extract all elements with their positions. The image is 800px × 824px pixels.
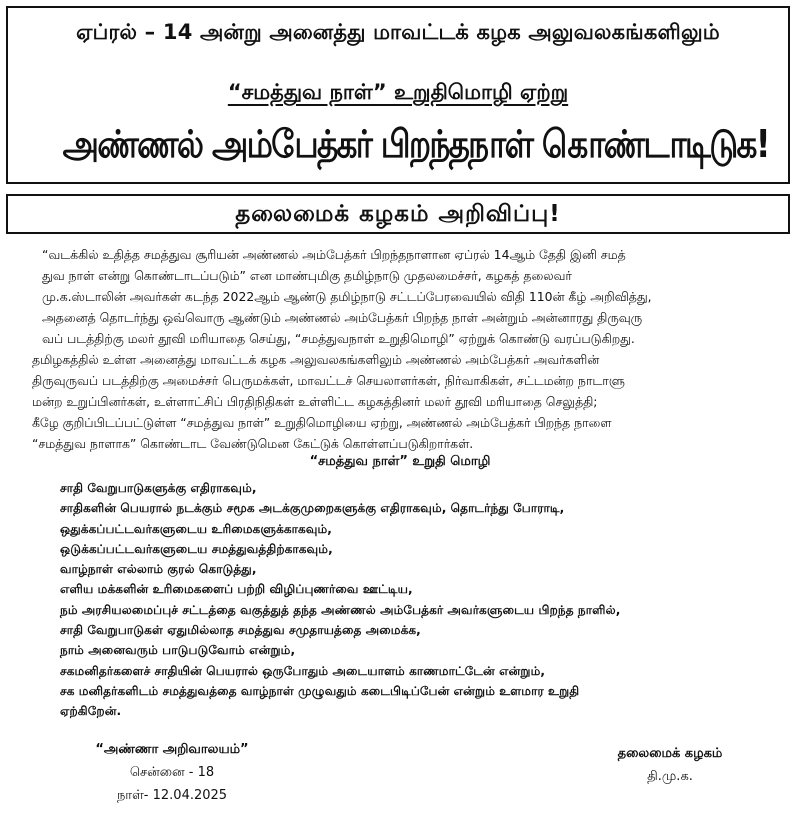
footer-city: சென்னை - 18	[129, 765, 215, 780]
pledge-line: சாதி வேறுபாடுகள் ஏதுமில்லாத சமத்துவ சமுதாயத்தை அமைக்க,	[60, 623, 421, 638]
paragraph-1-line: “வடக்கில் உதித்த சமத்துவ சூரியன் அண்ணல் அம்பேத்கர் பிறந்தநாளான ஏப்ரல் 14ஆம் தேதி இனி சமத்	[42, 247, 626, 262]
banner-line-pledge	[8, 80, 788, 107]
footer-party: தி.மு.க.	[647, 769, 693, 784]
pledge-line: சாதிகளின் பெயரால் நடக்கும் சமூக அடக்குமுறைகளுக்கு எதிராகவும், தொடர்ந்து போராடி,	[60, 501, 565, 516]
announcement-heading: தலைமைக் கழகம் அறிவிப்பு!	[6, 194, 790, 234]
pledge-line: சகமனிதர்களைச் சாதியின் பெயரால் ஒருபோதும் அடையாளம் காணமாட்டேன் என்றும்,	[60, 663, 546, 678]
footer-location	[82, 738, 262, 807]
footer-date: நாள்- 12.04.2025	[116, 788, 228, 803]
paragraph-1-line: அதனைத் தொடர்ந்து ஒவ்வொரு ஆண்டும் அண்ணல் அம்பேத்கர் பிறந்த நாள் அன்றும் அன்னாரது திருவுரு	[42, 310, 643, 325]
pledge-line: நாம் அனைவரும் பாடுபடுவோம் என்றும்,	[60, 643, 296, 658]
banner-line-pledge-text: “சமத்துவ நாள்” உறுதிமொழி ஏற்று	[227, 80, 569, 104]
footer-signature	[600, 742, 740, 788]
pledge-line: வாழ்நாள் எல்லாம் குரல் கொடுத்து,	[60, 562, 257, 577]
pledge-line: எளிய மக்களின் உரிமைகளைப் பற்றி விழிப்புணர்வை ஊட்டிய,	[60, 582, 413, 597]
footer-place: “அண்ணா அறிவாலயம்”	[95, 742, 249, 757]
paragraph-1-line: மு.க.ஸ்டாலின் அவர்கள் கடந்த 2022ஆம் ஆண்டு தமிழ்நாடு சட்டப்பேரவையில் விதி 110ன் கீழ் அறிவித்து,	[42, 289, 652, 304]
pledge-line: நம் அரசியலமைப்புச் சட்டத்தை வகுத்துத் தந்த அண்ணல் அம்பேத்கர் அவர்களுடைய பிறந்த நாளில்,	[60, 602, 621, 617]
banner-line-date: ஏப்ரல் – 14 அன்று அனைத்து மாவட்டக் கழக அலுவலகங்களிலும்	[76, 20, 720, 44]
pledge-title: “சமத்துவ நாள்” உறுதி மொழி	[309, 454, 491, 469]
pledge-line: ஏற்கிறேன்.	[60, 704, 122, 719]
pledge-text	[60, 478, 760, 722]
paragraph-1-line: துவ நாள் என்று கொண்டாடப்படும்” என மாண்புமிகு தமிழ்நாடு முதலமைச்சர், கழகத் தலைவர்	[42, 268, 572, 283]
paragraph-2	[32, 349, 764, 454]
pledge-line: சாதி வேறுபாடுகளுக்கு எதிராகவும்,	[60, 481, 257, 495]
paragraph-2-line: திருவுருவப் படத்திற்கு அமைச்சர் பெருமக்கள், மாவட்டச் செயலாளர்கள், நிர்வாகிகள், சட்டமன்ற நாடாளு	[32, 373, 625, 388]
paragraph-1	[42, 244, 764, 349]
paragraph-2-line: மன்ற உறுப்பினர்கள், உள்ளாட்சிப் பிரதிநிதிகள் உள்ளிட்ட கழகத்தினர் மலர் தூவி மரியாதை செலுத்தி;	[32, 394, 598, 409]
pledge-line: ஒதுக்கப்பட்டவர்களுடைய உரிமைகளுக்காகவும்,	[60, 521, 332, 536]
paragraph-2-line: தமிழகத்தில் உள்ள அனைத்து மாவட்டக் கழக அலுவலகங்களிலும் அண்ணல் அம்பேத்கர் அவர்களின்	[32, 352, 600, 367]
pledge-line: சக மனிதர்களிடம் சமத்துவத்தை வாழ்நாள் முழுவதும் கடைபிடிப்பேன் என்றும் உளமார உறுதி	[60, 683, 580, 698]
footer-org: தலைமைக் கழகம்	[617, 746, 723, 761]
pledge-line: ஒடுக்கப்பட்டவர்களுடைய சமத்துவத்திற்காகவும்,	[60, 541, 333, 556]
paragraph-2-line: “சமத்துவ நாளாக” கொண்டாட வேண்டுமென கேட்டுக் கொள்ளப்படுகிறார்கள்.	[32, 436, 474, 451]
banner-box	[6, 6, 790, 184]
paragraph-2-line: கீழே குறிப்பிடப்பட்டுள்ள “சமத்துவ நாள்” உறுதிமொழியை ஏற்று, அண்ணல் அம்பேத்கர் பிறந்த நாளை	[32, 415, 612, 430]
banner-headline: அண்ணல் அம்பேத்கர் பிறந்தநாள் கொண்டாடிடுக!	[62, 122, 769, 166]
paragraph-1-line: வப் படத்திற்கு மலர் தூவி மரியாதை செய்து, “சமத்துவநாள் உறுதிமொழி” ஏற்றுக் கொண்டு வரப்படுகிறது.	[42, 331, 635, 346]
